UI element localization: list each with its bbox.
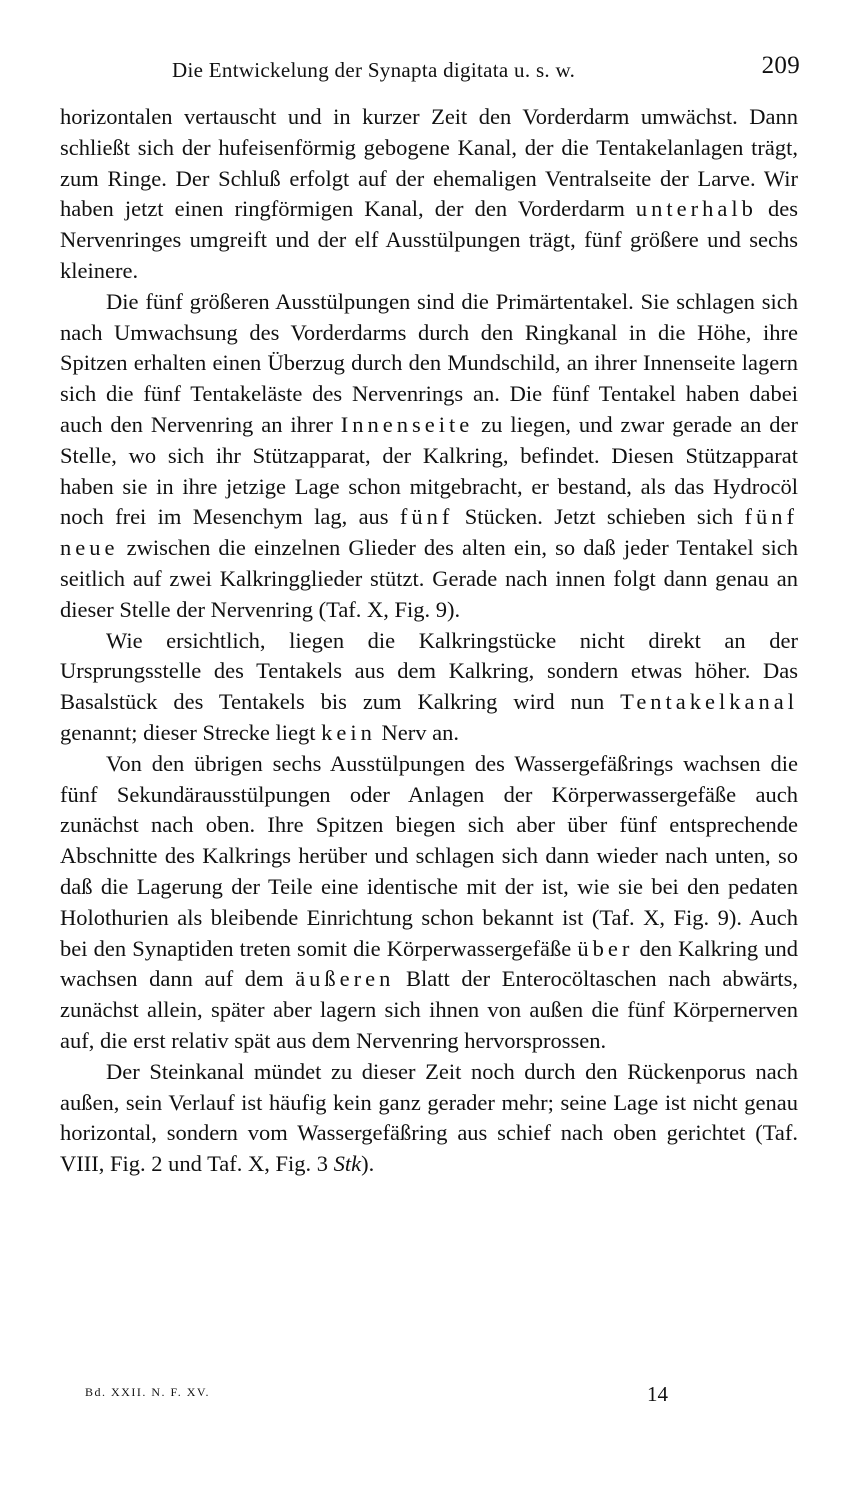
running-head [60, 52, 800, 92]
running-title: Die Entwickelung der Synapta digitata u. s. w. [172, 58, 576, 82]
spaced-emphasis: neue [60, 535, 119, 561]
text-run: Nerv an. [375, 719, 459, 745]
text-run: den Kalkring und wachsen dann auf dem [60, 935, 798, 992]
spaced-emphasis: unterhalb [635, 196, 757, 222]
body-text [60, 102, 798, 1180]
paragraph-1 [60, 102, 798, 287]
text-run: Von den übrigen sechs Ausstülpungen des Wassergefäßrings wachsen die fünf Sekundärausstülpungen oder Anlagen der Körperwassergefäße auch zunächst nach oben. Ihre Spitzen biegen sich aber über fünf entsprechende Abschnitte des Kalkrings herüber und schlagen sich dann wieder nach unten, so daß die Lagerung der Teile eine identische mit der ist, wie sie bei den pedaten Holothurien als bleibende Einrichtung schon bekannt ist (Taf. X, Fig. 9). Auch bei den Synaptiden treten somit die Körperwassergefäße [60, 750, 798, 961]
text-run: Der Steinkanal mündet zu dieser Zeit noch durch den Rückenporus nach außen, sein Verlauf ist häufig kein ganz gerader mehr; seine Lage ist nicht genau horizontal, sondern vom Wassergefäßring aus schief nach oben gerichtet (Taf. VIII, Fig. 2 und Taf. X, Fig. 3 [60, 1058, 798, 1177]
spaced-emphasis: über [577, 935, 634, 961]
spaced-emphasis: fünf [399, 504, 454, 530]
text-run: ). [361, 1151, 375, 1177]
paragraph-5 [60, 1057, 798, 1180]
spaced-emphasis: kein [321, 719, 376, 745]
text-run: zu liegen, und zwar gerade an der Stelle, wo sich ihr Stützapparat, der Kalkring, befindet. Diesen Stützapparat haben sie in ihre jetzige Lage schon mitgebracht, er bestand, als das Hydrocöl noch frei im Mesenchym lag, aus [60, 411, 798, 530]
paragraph-2 [60, 287, 798, 626]
sheet-number: 14 [647, 1382, 668, 1406]
text-run: zwischen die einzelnen Glieder des alten ein, so daß jeder Tentakel sich seitlich auf zwei Kalkringglieder stützt. Gerade nach innen folgt dann genau an dieser Stelle der Nervenring (Taf. X, Fig. 9). [60, 535, 798, 622]
page-footer [85, 1382, 705, 1412]
spaced-emphasis: fünf [744, 504, 798, 530]
paragraph-4 [60, 749, 798, 1057]
spaced-emphasis: äußeren [295, 966, 395, 992]
text-run: Wie ersichtlich, liegen die Kalkringstücke nicht direkt an der Ursprungsstelle des Tentakels aus dem Kalkring, sondern etwas höher. Das Basalstück des Tentakels bis zum Kalkring wird nun [60, 627, 798, 715]
spaced-emphasis: Tentakelkanal [620, 689, 798, 715]
text-run: Stücken. Jetzt schieben sich [453, 504, 745, 530]
text-run: genannt; dieser Strecke liegt [60, 719, 322, 745]
text-run: Blatt der Enterocöltaschen nach abwärts, zunächst allein, später aber lagern sich ihnen von außen die fünf Körpernerven auf, die erst relativ spät aus dem Nervenring hervorsprossen. [60, 966, 799, 1053]
italic-abbreviation: Stk [333, 1151, 362, 1177]
spaced-emphasis: Innenseite [340, 411, 474, 437]
page-number: 209 [761, 52, 800, 79]
paragraph-3 [60, 626, 798, 749]
text-run: Die fünf größeren Ausstülpungen sind die Primärtentakel. Sie schlagen sich nach Umwachsung des Vorderdarms durch den Ringkanal in die Höhe, ihre Spitzen erhalten einen Überzug durch den Mundschild, an ihrer Innenseite lagern sich die fünf Tentakeläste des Nervenrings an. Die fünf Tentakel haben dabei auch den Nervenring an ihrer [60, 288, 798, 437]
volume-signature: Bd. XXII. N. F. XV. [85, 1385, 210, 1399]
text-run: des Nervenringes umgreift und der elf Ausstülpungen trägt, fünf größere und sechs kleinere. [60, 196, 798, 283]
text-run: horizontalen vertauscht und in kurzer Zeit den Vorderdarm umwächst. Dann schließt sich der hufeisenförmig gebogene Kanal, der die Tentakelanlagen trägt, zum Ringe. Der Schluß erfolgt auf der ehemaligen Ventralseite der Larve. Wir haben jetzt einen ringförmigen Kanal, der den Vorderdarm [60, 104, 798, 222]
